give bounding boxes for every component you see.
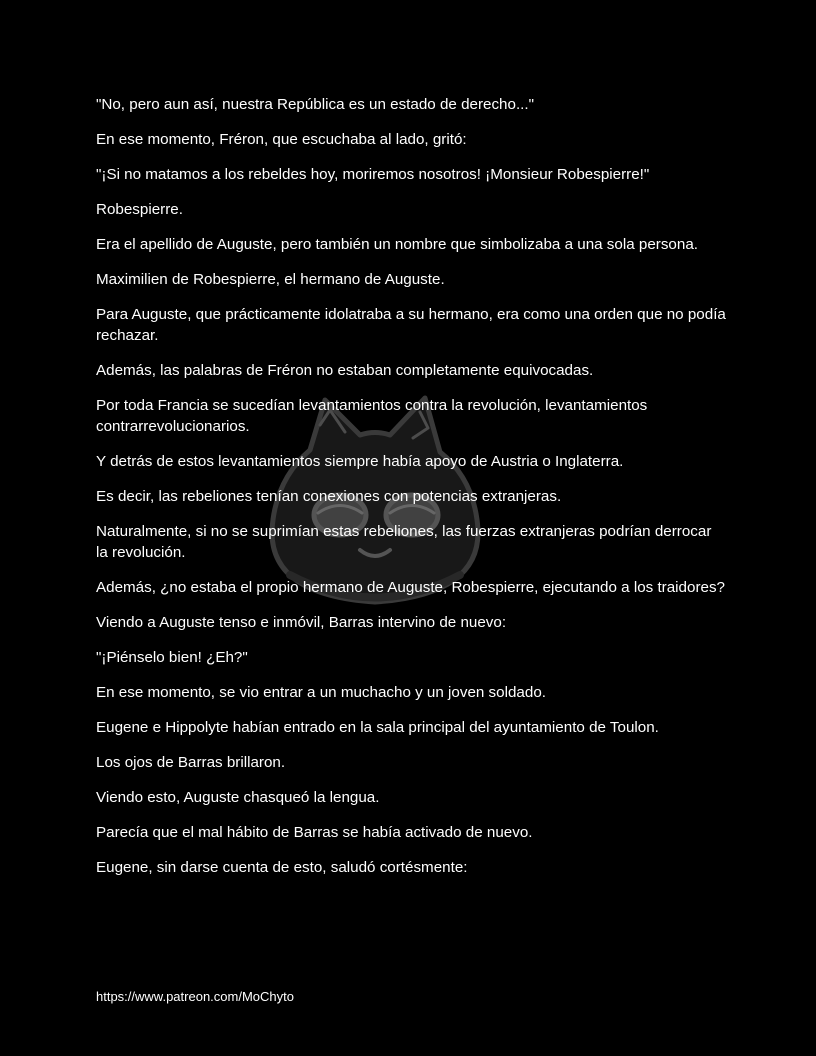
paragraph: Los ojos de Barras brillaron. — [96, 754, 286, 771]
paragraph: Viendo esto, Auguste chasqueó la lengua. — [96, 789, 380, 806]
paragraph: Robespierre. — [96, 201, 183, 218]
paragraph: Para Auguste, que prácticamente idolatraba a su hermano, era como una orden que no podía rechazar. — [96, 306, 726, 344]
paragraph: Maximilien de Robespierre, el hermano de Auguste. — [96, 271, 445, 288]
chapter-text — [96, 94, 726, 892]
paragraph: Era el apellido de Auguste, pero también un nombre que simbolizaba a una sola persona. — [96, 236, 698, 253]
paragraph: "¡Si no matamos a los rebeldes hoy, moriremos nosotros! ¡Monsieur Robespierre!" — [96, 166, 650, 183]
paragraph: Eugene, sin darse cuenta de esto, saludó cortésmente: — [96, 859, 468, 876]
paragraph: "No, pero aun así, nuestra República es un estado de derecho..." — [96, 96, 534, 113]
paragraph: Eugene e Hippolyte habían entrado en la sala principal del ayuntamiento de Toulon. — [96, 719, 659, 736]
paragraph: Parecía que el mal hábito de Barras se había activado de nuevo. — [96, 824, 533, 841]
paragraph: En ese momento, Fréron, que escuchaba al lado, gritó: — [96, 131, 467, 148]
paragraph: Y detrás de estos levantamientos siempre había apoyo de Austria o Inglaterra. — [96, 453, 624, 470]
paragraph: Además, ¿no estaba el propio hermano de Auguste, Robespierre, ejecutando a los traidores? — [96, 579, 725, 596]
patreon-link[interactable]: https://www.patreon.com/MoChyto — [96, 989, 294, 1004]
paragraph: Además, las palabras de Fréron no estaban completamente equivocadas. — [96, 362, 594, 379]
paragraph: Es decir, las rebeliones tenían conexiones con potencias extranjeras. — [96, 488, 562, 505]
paragraph: "¡Piénselo bien! ¿Eh?" — [96, 649, 248, 666]
paragraph: Por toda Francia se sucedían levantamientos contra la revolución, levantamientos contrarrevolucionarios. — [96, 397, 648, 435]
paragraph: En ese momento, se vio entrar a un muchacho y un joven soldado. — [96, 684, 546, 701]
paragraph: Viendo a Auguste tenso e inmóvil, Barras intervino de nuevo: — [96, 614, 507, 631]
paragraph: Naturalmente, si no se suprimían estas rebeliones, las fuerzas extranjeras podrían derrocar la revolución. — [96, 523, 712, 561]
